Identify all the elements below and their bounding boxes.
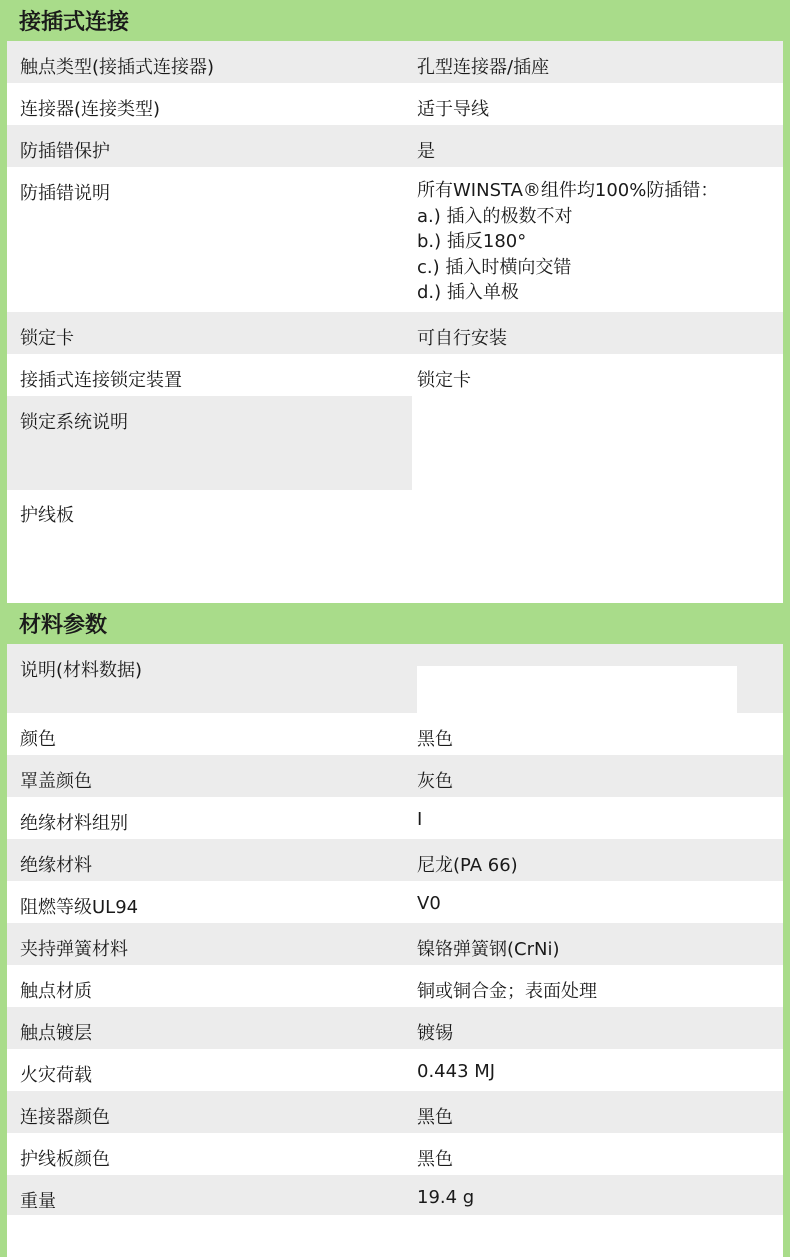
row-value: 可自行安装 xyxy=(412,312,783,354)
table-row xyxy=(7,965,783,1007)
row-label: 锁定系统说明 xyxy=(7,396,412,490)
row-label: 夹持弹簧材料 xyxy=(7,923,412,965)
table-row xyxy=(7,1049,783,1091)
table-row xyxy=(7,839,783,881)
row-value: V0 xyxy=(417,893,441,914)
row-value: 孔型连接器/插座 xyxy=(412,41,783,83)
row-value: 锁定卡 xyxy=(417,370,471,391)
row-value: 黑色 xyxy=(417,729,453,750)
row-value xyxy=(412,396,783,490)
row-value: 黑色 xyxy=(412,1091,783,1133)
table-row xyxy=(7,41,783,83)
row-label: 锁定卡 xyxy=(7,312,412,354)
table-row xyxy=(7,923,783,965)
row-label: 火灾荷载 xyxy=(20,1065,92,1086)
row-value: 19.4 g xyxy=(412,1175,783,1215)
section-title-connection: 接插式连接 xyxy=(7,0,783,41)
row-label: 触点材质 xyxy=(20,981,92,1002)
row-value: I xyxy=(417,809,423,830)
row-value xyxy=(412,490,783,603)
value-line: c.) 插入时横向交错 xyxy=(417,256,572,278)
table-row xyxy=(7,83,783,125)
row-label: 护线板 xyxy=(7,490,412,603)
row-label: 防插错说明 xyxy=(20,183,110,204)
row-label: 重量 xyxy=(7,1175,412,1215)
value-line: d.) 插入单极 xyxy=(417,282,519,303)
row-label: 罩盖颜色 xyxy=(7,755,412,797)
row-value xyxy=(412,644,783,713)
row-label: 阻燃等级UL94 xyxy=(20,897,139,918)
table-row xyxy=(7,1007,783,1049)
table-row xyxy=(7,396,783,490)
row-value-multiline xyxy=(412,167,783,312)
value-line: a.) 插入的极数不对 xyxy=(417,205,573,227)
table-row xyxy=(7,797,783,839)
row-label: 触点类型(接插式连接器) xyxy=(7,41,412,83)
table-row xyxy=(7,1175,783,1215)
table-row xyxy=(7,1133,783,1175)
table-spacer-row xyxy=(7,1215,783,1257)
row-label: 护线板颜色 xyxy=(20,1149,110,1170)
row-value: 镀锡 xyxy=(412,1007,783,1049)
value-line: 所有WINSTA®组件均100%防插错： xyxy=(417,180,719,201)
row-value: 镍铬弹簧钢(CrNi) xyxy=(412,923,783,965)
row-value: 铜或铜合金；表面处理 xyxy=(417,981,597,1002)
table-row xyxy=(7,881,783,923)
table-row xyxy=(7,713,783,755)
empty-value-box xyxy=(417,666,737,713)
row-value: 尼龙(PA 66) xyxy=(412,839,783,881)
row-label: 连接器颜色 xyxy=(7,1091,412,1133)
table-row xyxy=(7,354,783,396)
row-label: 绝缘材料组别 xyxy=(20,813,128,834)
row-value: 是 xyxy=(412,125,783,167)
row-label: 说明(材料数据) xyxy=(7,644,412,713)
table-row xyxy=(7,167,783,312)
section-title-material: 材料参数 xyxy=(7,603,783,644)
row-value: 黑色 xyxy=(417,1149,453,1170)
row-label: 触点镀层 xyxy=(7,1007,412,1049)
table-row xyxy=(7,312,783,354)
row-value: 适于导线 xyxy=(417,99,489,120)
table-row xyxy=(7,1091,783,1133)
row-label: 颜色 xyxy=(20,729,56,750)
row-label: 绝缘材料 xyxy=(7,839,412,881)
table-row xyxy=(7,644,783,713)
row-label: 防插错保护 xyxy=(7,125,412,167)
table-row xyxy=(7,755,783,797)
row-label: 连接器(连接类型) xyxy=(20,99,161,120)
row-value: 灰色 xyxy=(412,755,783,797)
row-value: 0.443 MJ xyxy=(417,1061,496,1082)
row-label: 接插式连接锁定装置 xyxy=(20,370,182,391)
value-line: b.) 插反180° xyxy=(417,231,527,252)
table-row xyxy=(7,125,783,167)
table-row xyxy=(7,490,783,603)
